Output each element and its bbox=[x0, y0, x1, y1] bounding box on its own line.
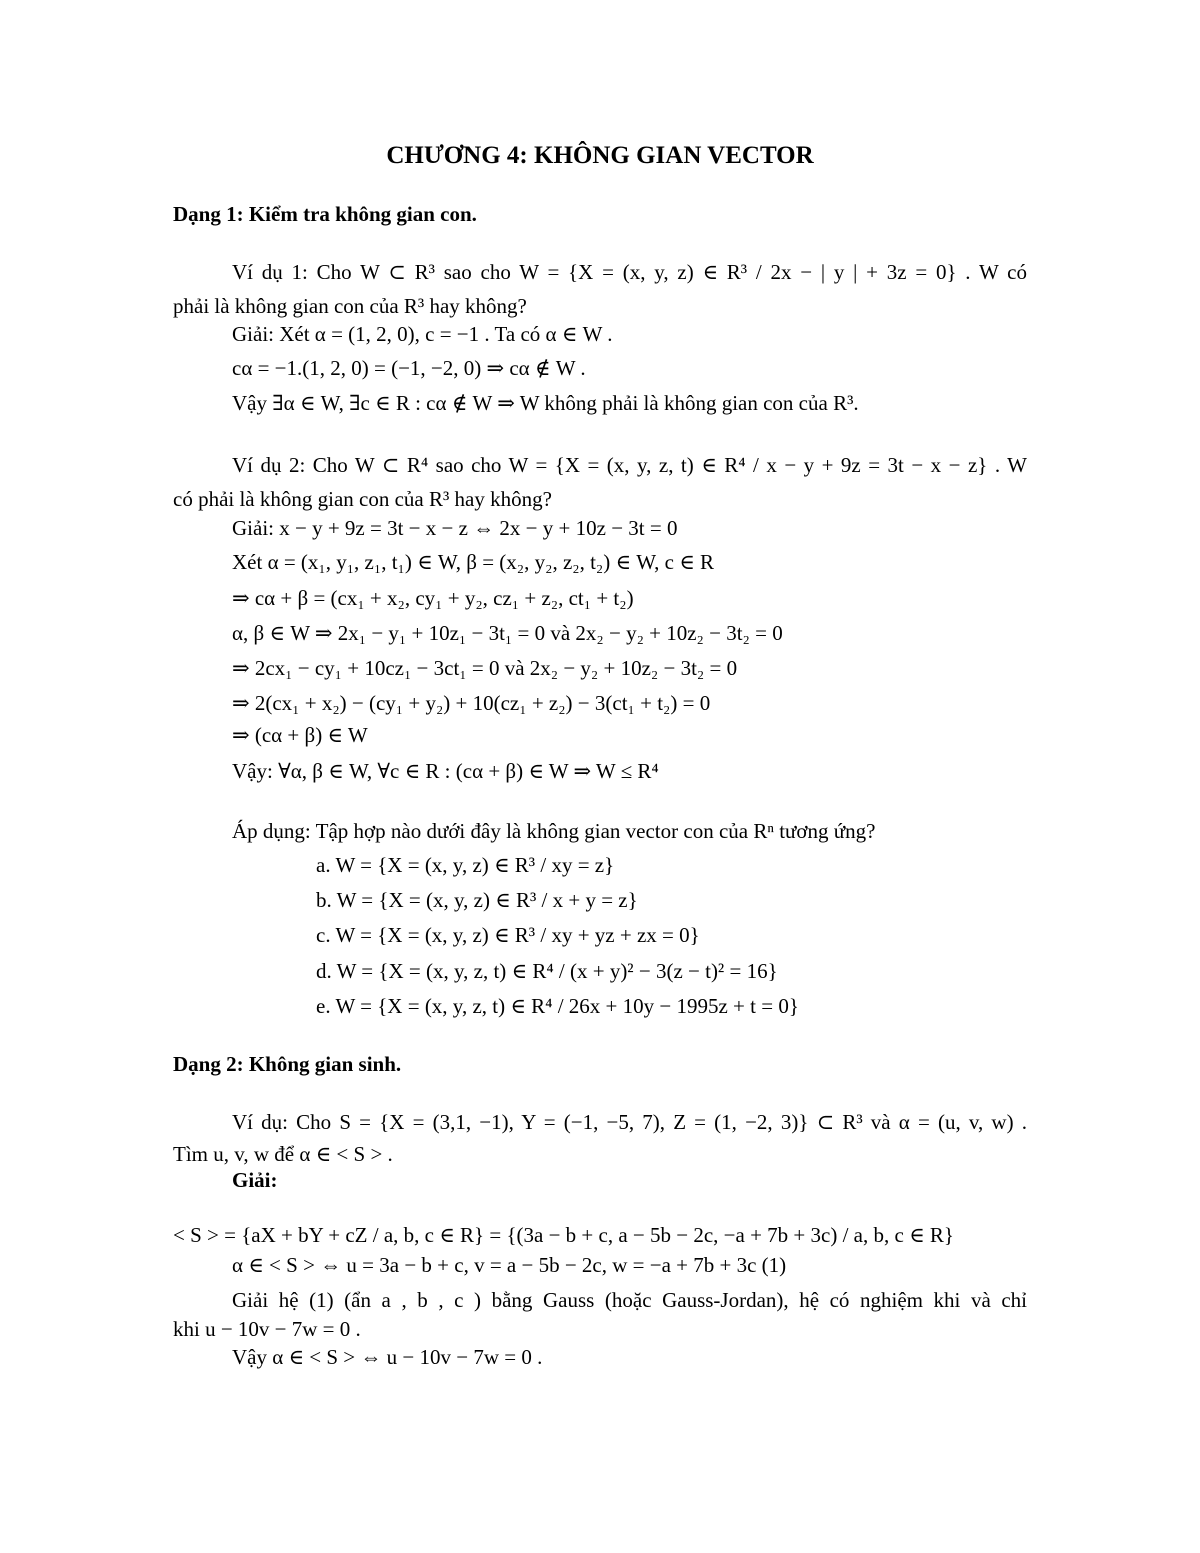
apply-intro: Áp dụng: Tập hợp nào dưới đây là không gian vector con của Rⁿ tương ứng? bbox=[232, 819, 876, 843]
apply-item-b: b. W = {X = (x, y, z) ∈ R³ / x + y = z} bbox=[316, 888, 638, 912]
ex2-step-1: Giải: x − y + 9z = 3t − x − z ⇔ 2x − y + 10z − 3t = 0 bbox=[232, 516, 678, 540]
ex1-solution-2: cα = −1.(1, 2, 0) = (−1, −2, 0) ⇒ cα ∉ W . bbox=[232, 356, 586, 380]
ex1-line1: Ví dụ 1: Cho W ⊂ R³ sao cho W = {X = (x, y, z) ∈ R³ / 2x − | y | + 3z = 0} . W có bbox=[232, 260, 1027, 284]
apply-item-a: a. W = {X = (x, y, z) ∈ R³ / xy = z} bbox=[316, 853, 615, 877]
ex2-step-6: ⇒ 2(cx₁ + x₂) − (cy₁ + y₂) + 10(cz₁ + z₂) − 3(ct₁ + t₂) = 0 bbox=[232, 691, 711, 715]
ex2-step-7: ⇒ (cα + β) ∈ W bbox=[232, 723, 368, 747]
ex2-line1: Ví dụ 2: Cho W ⊂ R⁴ sao cho W = {X = (x, y, z, t) ∈ R⁴ / x − y + 9z = 3t − x − z} . W bbox=[232, 453, 1027, 477]
ex2-line2: có phải là không gian con của R³ hay không? bbox=[173, 487, 552, 511]
conclusion: Vậy α ∈ < S > ⇔ u − 10v − 7w = 0 . bbox=[232, 1345, 543, 1369]
ex2-step-8: Vậy: ∀α, β ∈ W, ∀c ∈ R : (cα + β) ∈ W ⇒ W ≤ R⁴ bbox=[232, 759, 659, 783]
span-definition: < S > = {aX + bY + cZ / a, b, c ∈ R} = {(3a − b + c, a − 5b − 2c, −a + 7b + 3c) / a, b, c ∈ R} bbox=[173, 1223, 954, 1247]
gauss-note-line1: Giải hệ (1) (ẩn a , b , c ) bằng Gauss (hoặc Gauss-Jordan), hệ có nghiệm khi và chỉ bbox=[232, 1288, 1027, 1312]
apply-item-d: d. W = {X = (x, y, z, t) ∈ R⁴ / (x + y)² − 3(z − t)² = 16} bbox=[316, 959, 778, 983]
membership-condition: α ∈ < S > ⇔ u = 3a − b + c, v = a − 5b − 2c, w = −a + 7b + 3c (1) bbox=[232, 1253, 787, 1277]
section2-ex-line2: Tìm u, v, w để α ∈ < S > . bbox=[173, 1142, 393, 1166]
apply-item-e: e. W = {X = (x, y, z, t) ∈ R⁴ / 26x + 10y − 1995z + t = 0} bbox=[316, 994, 799, 1018]
section2-solution-label: Giải: bbox=[232, 1168, 278, 1192]
section2-ex-line1: Ví dụ: Cho S = {X = (3,1, −1), Y = (−1, −5, 7), Z = (1, −2, 3)} ⊂ R³ và α = (u, v, w) . bbox=[232, 1110, 1027, 1134]
section1-heading: Dạng 1: Kiểm tra không gian con. bbox=[173, 202, 477, 226]
chapter-title: CHƯƠNG 4: KHÔNG GIAN VECTOR bbox=[386, 142, 814, 169]
gauss-note-line2: khi u − 10v − 7w = 0 . bbox=[173, 1317, 361, 1341]
ex1-solution-1: Giải: Xét α = (1, 2, 0), c = −1 . Ta có α ∈ W . bbox=[232, 322, 613, 346]
ex2-step-3: ⇒ cα + β = (cx₁ + x₂, cy₁ + y₂, cz₁ + z₂, ct₁ + t₂) bbox=[232, 586, 634, 610]
section2-heading: Dạng 2: Không gian sinh. bbox=[173, 1052, 402, 1076]
ex1-solution-3: Vậy ∃α ∈ W, ∃c ∈ R : cα ∉ W ⇒ W không phải là không gian con của R³. bbox=[232, 391, 859, 415]
ex2-step-5: ⇒ 2cx₁ − cy₁ + 10cz₁ − 3ct₁ = 0 và 2x₂ − y₂ + 10z₂ − 3t₂ = 0 bbox=[232, 656, 738, 680]
ex2-step-2: Xét α = (x₁, y₁, z₁, t₁) ∈ W, β = (x₂, y₂, z₂, t₂) ∈ W, c ∈ R bbox=[232, 550, 715, 574]
ex2-step-4: α, β ∈ W ⇒ 2x₁ − y₁ + 10z₁ − 3t₁ = 0 và 2x₂ − y₂ + 10z₂ − 3t₂ = 0 bbox=[232, 621, 783, 645]
ex1-line2: phải là không gian con của R³ hay không? bbox=[173, 294, 527, 318]
apply-item-c: c. W = {X = (x, y, z) ∈ R³ / xy + yz + zx = 0} bbox=[316, 923, 700, 947]
